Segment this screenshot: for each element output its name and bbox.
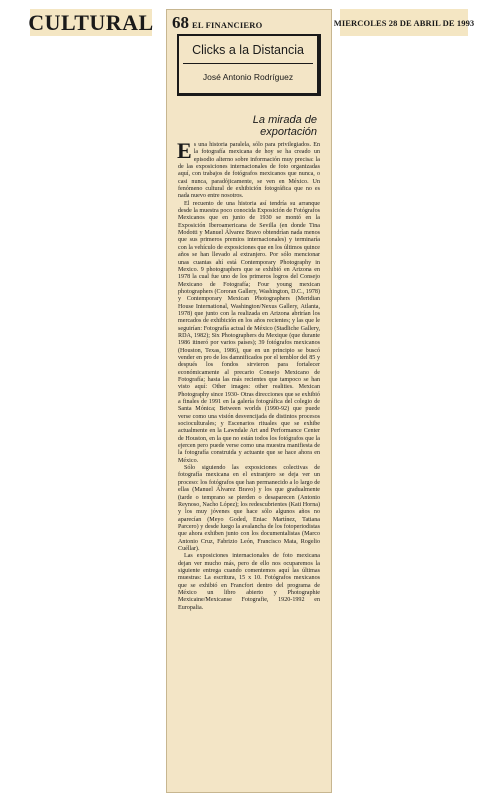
- drop-cap: E: [177, 138, 192, 163]
- headline-line-1: La mirada de: [252, 114, 317, 126]
- paragraph-2: El recuento de una historia así tendría su arranque desde la muestra poco conocida Exposición de Fotógrafos Mexicanos que en junio de 1930 se montó en la Exposición Iberoamericana de Sevilla (en donde Tina Modotti y Manuel Álvarez Bravo obtendrían nada menos que sus primeros premios internacionales) y terminaría con la vehículo de exposiciones que en los últimos quince años se han llevado al extranjero. Por sólo mencionar unas cuantas ahí está Contemporary Photography in Mexico. 9 photographers que se exhibió en Arizona en 1978 la cual fue uno de los primeros logros del Consejo Mexicano de Fotografía; Four young mexican photographers (Cororan Gallery, Washington, D.C., 1978) y Contemporary Mexican Photographers (Meridian House International, Washington/Nexus Gallery, Atlanta, 1978) que junto con la realizada en Arizona abrirían los mercados de exhibición en los años recientes; y las que le seguirían: Fotografía actual de México (Stadliche Gallery, RDA, 1982); Six Photographers du Mexique (que durante 1986 itineró por varios países); 39 fotógrafos mexicanos (Houston, Texas, 1986), que en un principio se buscó vender en pro de los damnificados por el temblor del 85 y después los fondos sirvieron para fortalecer económicamente al precario Consejo Mexicano de Fotografía; hasta las más recientes que tampoco se han visto aquí: Other images: other realities. Mexican Photography since 1930- Otras direcciones que se exhibió a finales de 1991 en la galería fotográfica del colegio de Santa Mónica; Between worlds (1990-92) que puede verse como una visión desvencijada de distintos procesos socioculturales; y Escenarios rituales que se exhibe actualmente en la Lawndale Art and Performance Center de Houston, en la que no están todos los fotógrafos que la ejercen pero puede verse como una muestra manifiesta de la fotografía construida y actuante que se hace ahora en México.: [178, 200, 320, 464]
- column-title: Clicks a la Distancia: [192, 43, 304, 57]
- paragraph-1: [177, 138, 320, 201]
- newspaper-name: EL FINANCIERO: [192, 20, 263, 30]
- masthead: [172, 13, 262, 31]
- article-headline: [253, 114, 317, 138]
- section-label: CULTURAL: [28, 9, 154, 35]
- column-divider: [183, 63, 313, 64]
- paragraph-3: Sólo siguiendo las exposiciones colectivas de fotografía mexicana en el extranjero se deja ver un proceso: los fotógrafos que han permanecido a lo largo de ellas (Manuel Álvarez Bravo) y los que gradualmente (tarde o temprano se pierden o desaparecen (Antonio Reynoso, Nacho López); los redescubrientes (Kati Horna) y los muy jóvenes que hace sólo algunos años no aparecían (Meyo Goded, Eniac Martínez, Tatiana Parcero) y desde luego la avalancha de los fotoperiodistas que ahora exhiben junto con los documentalistas (Marco Antonio Cruz, Fabrizio León, Francisco Mata, Rogelio Cuéllar).: [178, 465, 320, 552]
- author-byline: José Antonio Rodríguez: [202, 72, 294, 82]
- paragraph-4: Las exposiciones internacionales de foto mexicana dejan ver mucho más, pero de ello nos ocuparemos la siguiente entrega cuando comentemos aquí las últimas muestras: La escritura, 15 x 10. Fotógrafos mexicanos que se exhibió en Francfort dentro del programa de México un libro abierto y Photographie Mexicaine/Mexicanse Fotografie, 1920-1992 en Europalia.: [178, 553, 320, 611]
- headline-line-2: exportación: [260, 126, 317, 138]
- column-header-box: [177, 34, 321, 96]
- article-body: [177, 138, 320, 612]
- paragraph-1-text: s una historia paralela, sólo para privilegiados. En la fotografía mexicana de hoy se ha creado un episodio alterno sobre información muy precisa: la de las exposiciones internacionales de foto organizadas aquí, con trabajos de fotógrafos mexicanos que nunca, o casi nunca, paradójicamente, se ven en México. Un fenómeno cultural de exhibición fotográfica que no es nada nuevo entre nosotros.: [178, 142, 320, 200]
- date-label: MIERCOLES 28 DE ABRIL DE 1993: [340, 9, 468, 36]
- page-number: 68: [172, 13, 189, 32]
- newspaper-clipping: [166, 9, 332, 793]
